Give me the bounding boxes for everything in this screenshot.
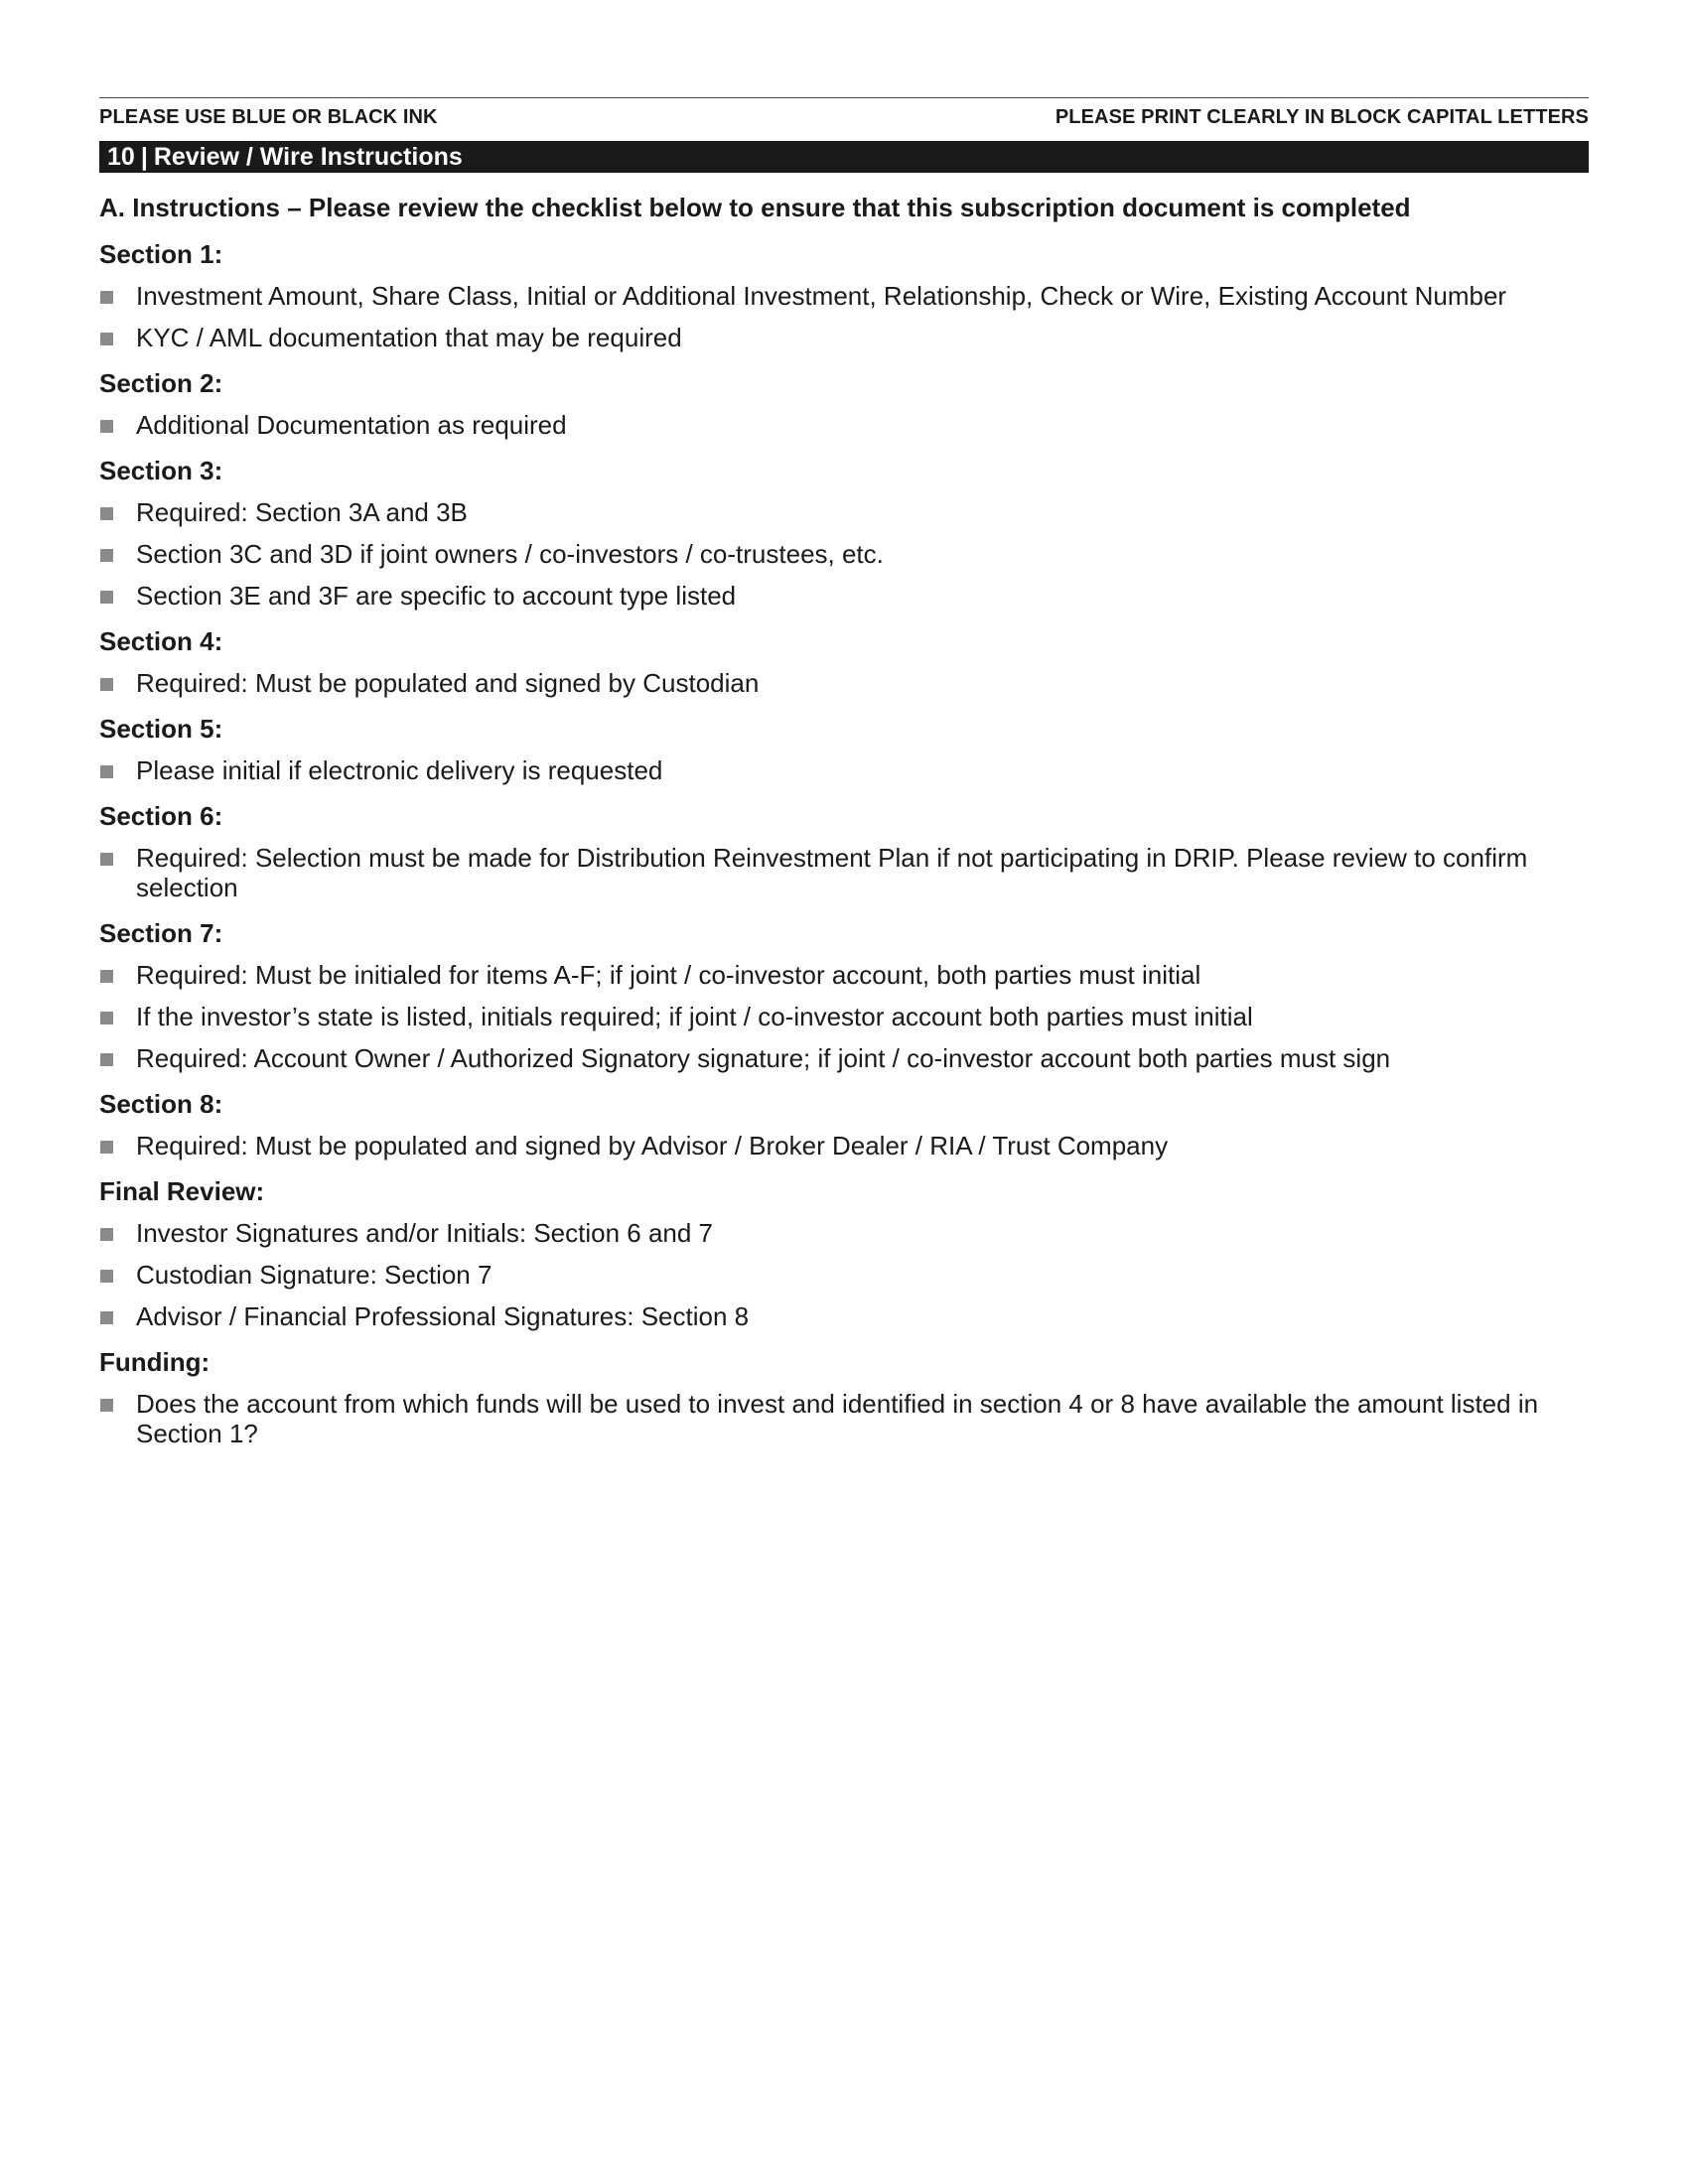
list-item bbox=[99, 1389, 1589, 1448]
checklist-items bbox=[99, 843, 1589, 902]
group-title: Section 3: bbox=[99, 456, 223, 485]
top-rule bbox=[99, 97, 1589, 98]
section-number: 10 bbox=[107, 143, 135, 171]
list-item bbox=[99, 1301, 1589, 1331]
checklist-group bbox=[99, 801, 1589, 902]
list-item bbox=[99, 323, 1589, 352]
group-title: Section 4: bbox=[99, 626, 223, 656]
group-title: Section 6: bbox=[99, 801, 223, 831]
square-bullet-icon bbox=[100, 333, 113, 345]
list-item bbox=[99, 581, 1589, 611]
list-item bbox=[99, 539, 1589, 569]
square-bullet-icon bbox=[100, 1141, 113, 1154]
list-item-text: Investment Amount, Share Class, Initial or Additional Investment, Relationship, Check or Wire, Existing Account Number bbox=[136, 281, 1507, 311]
checklist-group bbox=[99, 626, 1589, 698]
checklist-items bbox=[99, 960, 1589, 1073]
square-bullet-icon bbox=[100, 1053, 113, 1066]
square-bullet-icon bbox=[100, 853, 113, 866]
list-item bbox=[99, 497, 1589, 527]
header-print-note: PLEASE PRINT CLEARLY IN BLOCK CAPITAL LETTERS bbox=[1055, 106, 1589, 128]
list-item bbox=[99, 410, 1589, 440]
list-item bbox=[99, 1043, 1589, 1073]
square-bullet-icon bbox=[100, 678, 113, 691]
list-item-text: Required: Must be initialed for items A-F; if joint / co-investor account, both parties must initial bbox=[136, 960, 1201, 990]
square-bullet-icon bbox=[100, 970, 113, 983]
square-bullet-icon bbox=[100, 765, 113, 778]
checklist-group bbox=[99, 714, 1589, 785]
instructions-heading: A. Instructions – Please review the checklist below to ensure that this subscription document is completed bbox=[99, 193, 1411, 222]
group-title: Funding: bbox=[99, 1347, 211, 1377]
checklist-group bbox=[99, 918, 1589, 1073]
square-bullet-icon bbox=[100, 1270, 113, 1283]
list-item bbox=[99, 668, 1589, 698]
list-item bbox=[99, 843, 1589, 902]
section-title-bar bbox=[99, 141, 1589, 173]
square-bullet-icon bbox=[100, 420, 113, 433]
square-bullet-icon bbox=[100, 591, 113, 604]
checklist-group bbox=[99, 1176, 1589, 1331]
square-bullet-icon bbox=[100, 507, 113, 520]
checklist-items bbox=[99, 668, 1589, 698]
list-item-text: Investor Signatures and/or Initials: Section 6 and 7 bbox=[136, 1218, 714, 1248]
checklist bbox=[99, 239, 1589, 1448]
page-header bbox=[99, 106, 1589, 129]
square-bullet-icon bbox=[100, 1012, 113, 1024]
checklist-group bbox=[99, 239, 1589, 352]
group-title: Section 7: bbox=[99, 918, 223, 948]
list-item-text: Custodian Signature: Section 7 bbox=[136, 1260, 492, 1290]
list-item-text: Required: Selection must be made for Distribution Reinvestment Plan if not participating in DRIP. Please review to confirm selection bbox=[136, 843, 1528, 902]
list-item-text: If the investor’s state is listed, initials required; if joint / co-investor account both parties must initial bbox=[136, 1002, 1253, 1031]
checklist-items bbox=[99, 497, 1589, 611]
checklist-group bbox=[99, 1347, 1589, 1448]
list-item bbox=[99, 960, 1589, 990]
group-title: Section 2: bbox=[99, 368, 223, 398]
list-item bbox=[99, 1260, 1589, 1290]
square-bullet-icon bbox=[100, 291, 113, 304]
checklist-items bbox=[99, 281, 1589, 352]
list-item-text: Section 3E and 3F are specific to account type listed bbox=[136, 581, 737, 611]
checklist-group bbox=[99, 368, 1589, 440]
list-item-text: Does the account from which funds will be used to invest and identified in section 4 or 8 have available the amount listed in Section 1? bbox=[136, 1389, 1539, 1448]
checklist-items bbox=[99, 1389, 1589, 1448]
checklist-items bbox=[99, 1131, 1589, 1160]
group-title: Final Review: bbox=[99, 1176, 265, 1206]
list-item bbox=[99, 1131, 1589, 1160]
section-separator: | bbox=[140, 143, 148, 171]
checklist-group bbox=[99, 1089, 1589, 1160]
header-ink-note: PLEASE USE BLUE OR BLACK INK bbox=[99, 106, 438, 128]
list-item-text: Please initial if electronic delivery is requested bbox=[136, 755, 663, 785]
list-item-text: Required: Must be populated and signed by Advisor / Broker Dealer / RIA / Trust Company bbox=[136, 1131, 1169, 1160]
checklist-group bbox=[99, 456, 1589, 611]
square-bullet-icon bbox=[100, 549, 113, 562]
list-item bbox=[99, 755, 1589, 785]
list-item-text: Required: Section 3A and 3B bbox=[136, 497, 468, 527]
form-page bbox=[99, 97, 1589, 1448]
square-bullet-icon bbox=[100, 1399, 113, 1412]
section-title: Review / Wire Instructions bbox=[153, 143, 463, 171]
list-item bbox=[99, 281, 1589, 311]
list-item bbox=[99, 1218, 1589, 1248]
list-item-text: Required: Must be populated and signed by Custodian bbox=[136, 668, 760, 698]
group-title: Section 1: bbox=[99, 239, 223, 269]
list-item-text: Advisor / Financial Professional Signatures: Section 8 bbox=[136, 1301, 750, 1331]
checklist-items bbox=[99, 755, 1589, 785]
list-item-text: Required: Account Owner / Authorized Signatory signature; if joint / co-investor account both parties must sign bbox=[136, 1043, 1391, 1073]
list-item-text: Section 3C and 3D if joint owners / co-investors / co-trustees, etc. bbox=[136, 539, 884, 569]
square-bullet-icon bbox=[100, 1228, 113, 1241]
group-title: Section 8: bbox=[99, 1089, 223, 1119]
list-item-text: Additional Documentation as required bbox=[136, 410, 567, 440]
list-item bbox=[99, 1002, 1589, 1031]
square-bullet-icon bbox=[100, 1311, 113, 1324]
group-title: Section 5: bbox=[99, 714, 223, 744]
checklist-items bbox=[99, 1218, 1589, 1331]
checklist-items bbox=[99, 410, 1589, 440]
list-item-text: KYC / AML documentation that may be required bbox=[136, 323, 682, 352]
